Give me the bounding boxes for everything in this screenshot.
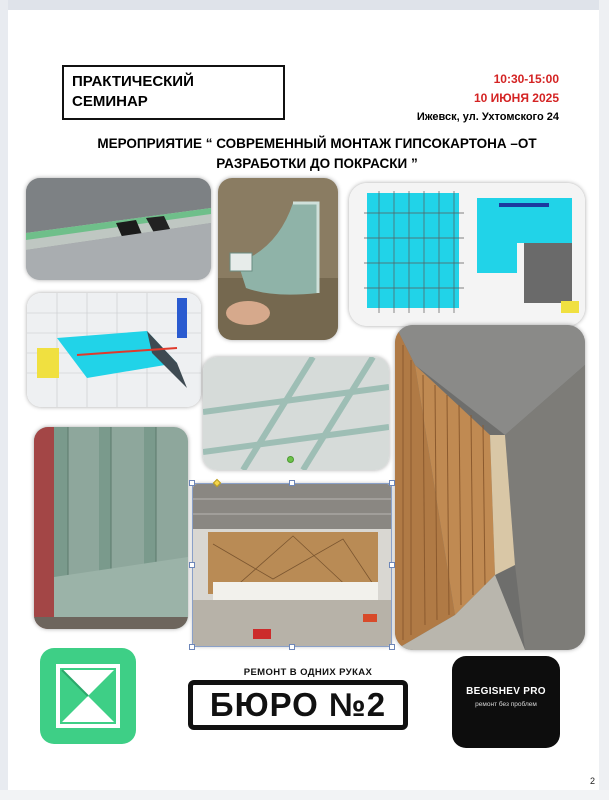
viewer-frame-right	[599, 0, 609, 800]
green-logo	[40, 648, 136, 744]
seminar-title-line2: СЕМИНАР	[72, 93, 148, 110]
photo-green-drywall-walls[interactable]	[34, 427, 188, 629]
buro-name: БЮРО №2	[209, 686, 387, 723]
photo-cad-3d-ceiling[interactable]	[27, 293, 201, 407]
viewer-frame-bottom	[0, 790, 609, 800]
resize-handle-top-right[interactable]	[389, 480, 395, 486]
photo-corridor-wood-wall[interactable]	[395, 325, 585, 650]
photo-ceiling-frame[interactable]	[203, 357, 389, 470]
photo-room-wood-panel[interactable]	[193, 484, 391, 646]
resize-handle-right[interactable]	[389, 562, 395, 568]
photo-cad-plan[interactable]	[349, 183, 585, 326]
event-time: 10:30-15:00	[493, 72, 559, 86]
resize-handle-left[interactable]	[189, 562, 195, 568]
begishev-name: BEGISHEV PRO	[466, 686, 546, 697]
begishev-logo	[452, 656, 560, 748]
event-date: 10 ИЮНЯ 2025	[473, 91, 559, 105]
seminar-title-line1: ПРАКТИЧЕСКИЙ	[72, 73, 194, 90]
event-title: МЕРОПРИЯТИЕ “ СОВРЕМЕННЫЙ МОНТАЖ ГИПСОКАРТОНА –ОТ РАЗРАБОТКИ ДО ПОКРАСКИ ”	[97, 136, 537, 171]
buro-tagline: РЕМОНТ В ОДНИХ РУКАХ	[243, 667, 373, 678]
viewer-frame-top	[0, 0, 609, 10]
resize-handle-bottom-left[interactable]	[189, 644, 195, 650]
rotate-handle[interactable]	[287, 456, 294, 463]
viewer-frame-left	[0, 0, 8, 800]
seminar-title-box	[62, 65, 285, 120]
begishev-tagline: ремонт без проблем	[475, 701, 537, 708]
photo-drywall-profile-render[interactable]	[26, 178, 211, 280]
resize-handle-bottom-right[interactable]	[389, 644, 395, 650]
event-address: Ижевск, ул. Ухтомского 24	[416, 111, 559, 123]
resize-handle-top[interactable]	[289, 480, 295, 486]
resize-handle-top-left[interactable]	[189, 480, 195, 486]
buro-logo	[188, 680, 408, 730]
photo-hand-profile[interactable]	[218, 178, 338, 340]
page-number: 2	[589, 776, 595, 786]
green-logo-mark-icon	[40, 648, 136, 744]
resize-handle-bottom[interactable]	[289, 644, 295, 650]
